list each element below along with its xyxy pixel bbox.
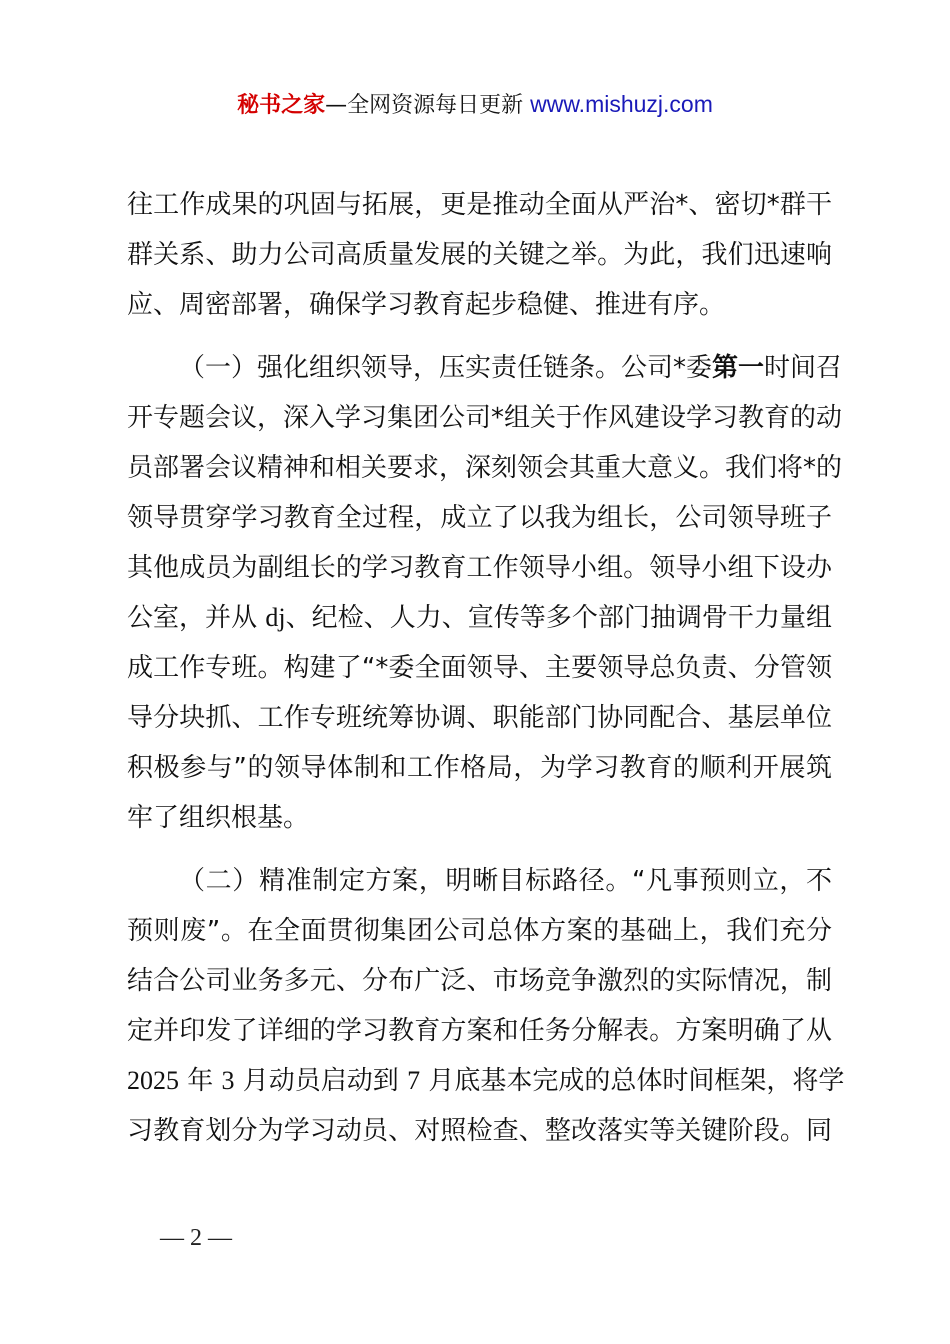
text-line: 往工作成果的巩固与拓展，更是推动全面从严治*、密切*群干 — [127, 190, 832, 220]
text-line: 公室，并从 dj、纪检、人力、宣传等多个部门抽调骨干力量组 — [127, 603, 832, 633]
text-line: 结合公司业务多元、分布广泛、市场竞争激烈的实际情况，制 — [127, 966, 832, 996]
text-line: 牢了组织根基。 — [127, 803, 310, 833]
text-line: 定并印发了详细的学习教育方案和任务分解表。方案明确了从 — [127, 1016, 832, 1046]
paragraph-1 — [127, 180, 832, 330]
site-header — [0, 88, 950, 122]
text-line: 员部署会议精神和相关要求，深刻领会其重大意义。我们将*的 — [127, 453, 843, 483]
text-line: 开专题会议，深入学习集团公司*组关于作风建设学习教育的动 — [127, 403, 843, 433]
text-line: 2025 年 3 月动员启动到 7 月底基本完成的总体时间框架，将学 — [127, 1066, 845, 1096]
text-line: 预则废”。在全面贯彻集团公司总体方案的基础上，我们充分 — [127, 916, 832, 946]
document-body — [127, 180, 845, 1156]
text-line: 习教育划分为学习动员、对照检查、整改落实等关键阶段。同 — [127, 1116, 832, 1146]
header-tagline: —全网资源每日更新 — [325, 93, 524, 118]
text-line: （一）强化组织领导，压实责任链条。公司*委第一时间召 — [179, 353, 843, 383]
text-line: 积极参与”的领导体制和工作格局，为学习教育的顺利开展筑 — [127, 753, 832, 783]
paragraph-3 — [127, 856, 845, 1156]
text-line: 应、周密部署，确保学习教育起步稳健、推进有序。 — [127, 290, 726, 320]
text-line: 其他成员为副组长的学习教育工作领导小组。领导小组下设办 — [127, 553, 832, 583]
brand-name: 秘书之家 — [237, 93, 326, 118]
text-line: 成工作专班。构建了“*委全面领导、主要领导总负责、分管领 — [127, 653, 832, 683]
site-url-link[interactable]: www.mishuzj.com — [530, 91, 713, 117]
text-line: 导分块抓、工作专班统筹协调、职能部门协同配合、基层单位 — [127, 703, 832, 733]
text-line: 领导贯穿学习教育全过程，成立了以我为组长，公司领导班子 — [127, 503, 832, 533]
page-number: — 2 — — [160, 1225, 232, 1251]
text-line: （二）精准制定方案，明晰目标路径。“凡事预则立，不 — [179, 866, 832, 896]
paragraph-2 — [127, 343, 843, 843]
bold-text: 第一 — [712, 353, 765, 383]
text-line: 群关系、助力公司高质量发展的关键之举。为此，我们迅速响 — [127, 240, 832, 270]
